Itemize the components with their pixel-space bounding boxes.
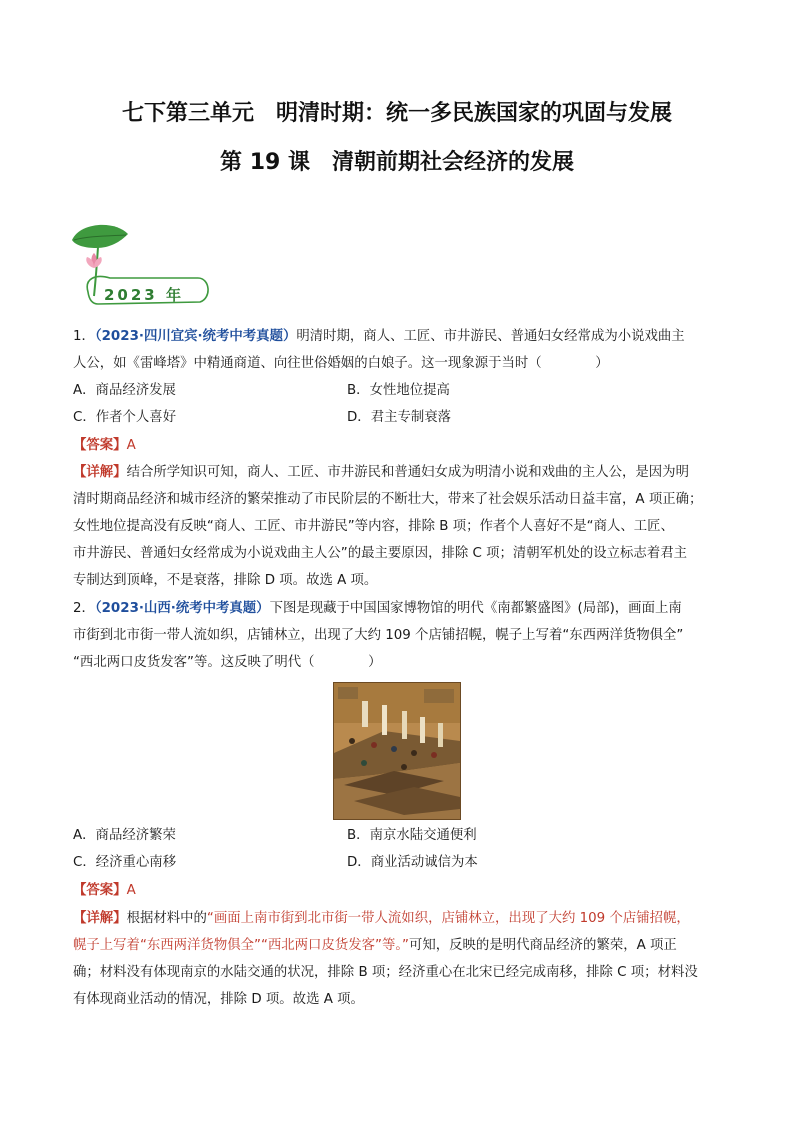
q1-explain-label: 【详解】 [73, 465, 127, 480]
q2-explain-label: 【详解】 [73, 911, 127, 926]
q1-stem-line1 [73, 327, 685, 347]
q2-explain-quote-cont: 幌子上写着 [73, 938, 140, 953]
q2-explain-text-a: 根据材料中的 [126, 911, 207, 926]
q1-explain-line5: 专制达到顶峰，不是衰落，排除 D 项。故选 A 项。 [73, 573, 378, 588]
q1-explain-line2: 清时期商品经济和城市经济的繁荣推动了市民阶层的不断壮大，带来了社会娱乐活动日益丰富，A 项正确； [73, 492, 703, 507]
painting-image [334, 683, 460, 819]
q2-option-b[interactable]: B．南京水陆交通便利 [347, 828, 477, 843]
q2-stem-line1 [73, 599, 682, 619]
q1-stem-line2: 人公，如《雷峰塔》中精通商道、向往世俗婚姻的白娘子。这一现象源于当时（ ） [73, 356, 609, 371]
q2-answer-label: 【答案】 [73, 883, 127, 898]
q1-stem-text: 明清时期，商人、工匠、市井游民、普通妇女经常成为小说戏曲主 [296, 329, 685, 344]
q1-explain-line1 [73, 463, 689, 483]
q2-stem-line2: 市街到北市街一带人流如织，店铺林立，出现了大约 109 个店铺招幌，幌子上写着“东西两洋货物俱全” [73, 628, 684, 643]
q2-answer-value: A [126, 883, 136, 898]
q2-explain-text-c: 可知，反映的是明代商品经济的繁荣，A 项正 [408, 938, 677, 953]
q1-answer [73, 436, 136, 456]
lesson-title: 第 19 课 清朝前期社会经济的发展 [220, 150, 574, 175]
year-badge-label: 2023 年 [104, 286, 184, 304]
q2-explain-line3: 确；材料没有体现南京的水陆交通的状况，排除 B 项；经济重心在北宋已经完成南移，排除 C 项；材料没 [73, 965, 698, 980]
q2-option-d[interactable]: D．商业活动诚信为本 [347, 855, 478, 870]
q2-option-a[interactable]: A．商品经济繁荣 [73, 828, 176, 843]
q2-number: 2． [73, 601, 95, 616]
q2-explain-quote: “画面上南市街到北市街一带人流如织，店铺林立，出现了大约 109 个店铺招幌， [206, 911, 690, 926]
q2-source: （2023·山西·统考中考真题） [94, 601, 270, 616]
q2-explain-line1 [73, 909, 690, 929]
q1-answer-value: A [126, 438, 136, 453]
q1-option-c[interactable]: C．作者个人喜好 [73, 410, 177, 425]
q2-stem-text: 下图是现藏于中国国家博物馆的明代《南都繁盛图》(局部)，画面上南 [269, 601, 682, 616]
nandu-fanshengtu-painting [333, 682, 461, 820]
q2-option-c[interactable]: C．经济重心南移 [73, 855, 177, 870]
q2-stem-line3: “西北两口皮货发客”等。这反映了明代（ ） [73, 655, 382, 670]
q2-answer [73, 881, 136, 901]
q1-number: 1． [73, 329, 95, 344]
unit-title: 七下第三单元 明清时期：统一多民族国家的巩固与发展 [121, 101, 672, 126]
q1-explain-text: 结合所学知识可知，商人、工匠、市井游民和普通妇女成为明清小说和戏曲的主人公，是因为明 [126, 465, 689, 480]
q2-explain-line4: 有体现商业活动的情况，排除 D 项。故选 A 项。 [73, 992, 364, 1007]
q1-answer-label: 【答案】 [73, 438, 127, 453]
q1-option-b[interactable]: B．女性地位提高 [347, 383, 450, 398]
q1-option-a[interactable]: A．商品经济发展 [73, 383, 176, 398]
q1-source: （2023·四川宜宾·统考中考真题） [94, 329, 297, 344]
q2-explain-line2 [73, 936, 677, 956]
q1-option-d[interactable]: D．君主专制衰落 [347, 410, 452, 425]
q2-explain-quote-end: “东西两洋货物俱全”“西北两口皮货发客”等。” [139, 938, 409, 953]
q1-explain-line4: 市井游民、普通妇女经常成为小说戏曲主人公”的最主要原因，排除 C 项；清朝军机处的设立标志着君主 [73, 546, 687, 561]
q1-explain-line3: 女性地位提高没有反映“商人、工匠、市井游民”等内容，排除 B 项；作者个人喜好不是“商人、工匠、 [73, 519, 674, 534]
